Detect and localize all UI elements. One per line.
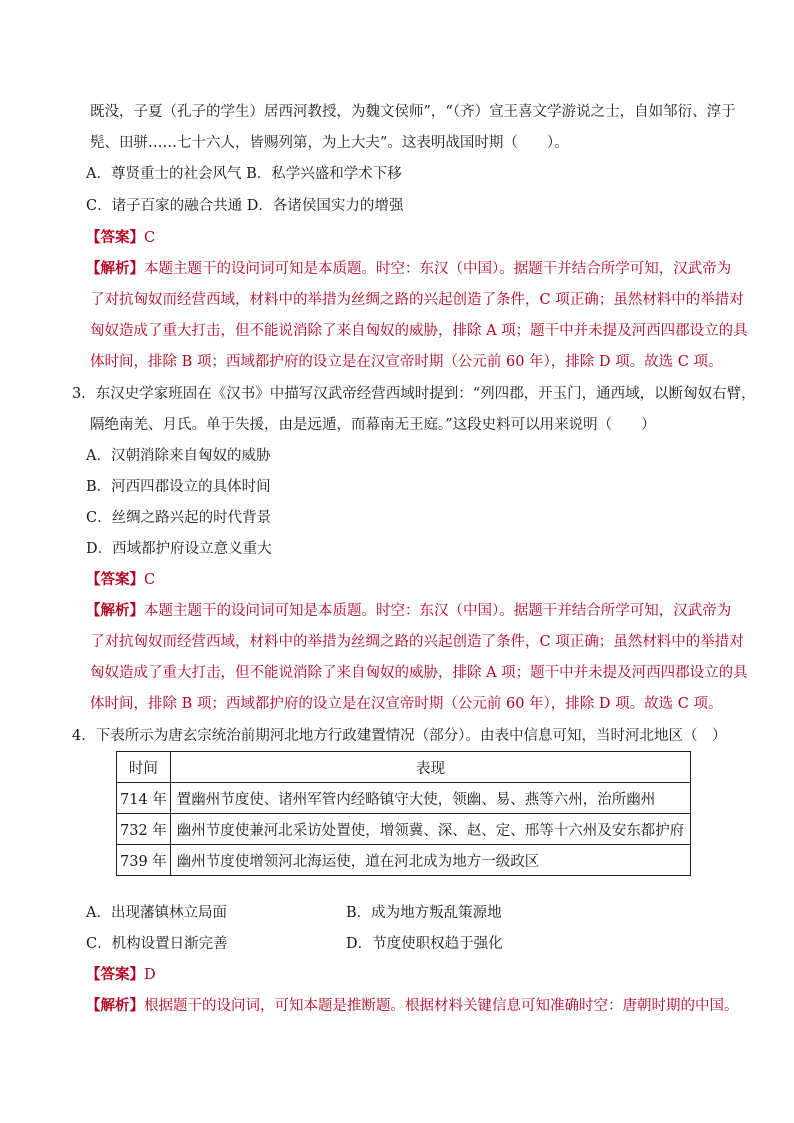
q4-option-b: B．成为地方叛乱策源地 bbox=[346, 905, 502, 921]
q3-stem-line-1: 3．东汉史学家班固在《汉书》中描写汉武帝经营西域时提到：“列四郡，开玉门，通西域，以断匈奴右臂， bbox=[72, 386, 756, 402]
answer-value: C bbox=[144, 572, 156, 588]
table-cell-year: 739 年 bbox=[117, 845, 171, 876]
table-cell-desc: 置幽州节度使、诸州军管内经略镇守大使，领幽、易、燕等六州，治所幽州 bbox=[170, 783, 691, 814]
answer-value: D bbox=[144, 967, 156, 983]
table-header-row bbox=[117, 752, 691, 783]
q3-stem-line-2: 隔绝南羌、月氏。单于失援，由是远遁，而幕南无王庭。”这段史料可以用来说明（ ） bbox=[90, 417, 656, 433]
q4-analysis-line-1 bbox=[86, 996, 739, 1016]
table-cell-desc: 幽州节度使增领河北海运使，道在河北成为地方一级政区 bbox=[170, 845, 691, 876]
q4-answer bbox=[86, 965, 156, 985]
q2-options-ab: A．尊贤重士的社会风气 B．私学兴盛和学术下移 bbox=[86, 166, 402, 182]
q2-analysis-line-1 bbox=[86, 259, 731, 279]
q4-option-a: A．出现藩镇林立局面 bbox=[86, 905, 227, 921]
q4-stem-line-1: 4．下表所示为唐玄宗统治前期河北地方行政建置情况（部分）。由表中信息可知，当时河北地区（ ） bbox=[72, 728, 727, 744]
table-cell-year: 714 年 bbox=[117, 783, 171, 814]
table-header-cell: 时间 bbox=[117, 752, 171, 783]
q2-analysis-line-2: 了对抗匈奴而经营西域，材料中的举措为丝绸之路的兴起创造了条件，C 项正确；虽然材料中的举措对 bbox=[90, 292, 744, 308]
analysis-tag: 【解析】 bbox=[86, 260, 144, 277]
table-row bbox=[117, 814, 691, 845]
q2-options-cd: C．诸子百家的融合共通 D．各诸侯国实力的增强 bbox=[86, 198, 404, 214]
analysis-tag: 【解析】 bbox=[86, 602, 144, 619]
q3-analysis-line-4: 体时间，排除 B 项；西域都护府的设立是在汉宣帝时期（公元前 60 年），排除 D 项。故选 C 项。 bbox=[90, 696, 723, 712]
q3-option-d: D．西域都护府设立意义重大 bbox=[86, 541, 272, 557]
answer-tag: 【答案】 bbox=[86, 229, 144, 246]
q3-option-a: A．汉朝消除来自匈奴的威胁 bbox=[86, 448, 271, 464]
answer-value: C bbox=[144, 230, 156, 246]
q3-option-b: B．河西四郡设立的具体时间 bbox=[86, 479, 271, 495]
q2-stem-line-1: 既没，子夏（孔子的学生）居西河教授，为魏文侯师”，“（齐）宣王喜文学游说之士，自如邹衍、淳于 bbox=[90, 104, 736, 120]
answer-tag: 【答案】 bbox=[86, 966, 144, 983]
q3-answer bbox=[86, 570, 155, 590]
table-cell-desc: 幽州节度使兼河北采访处置使，增领冀、深、赵、定、邢等十六州及安东都护府 bbox=[170, 814, 691, 845]
q3-analysis-line-2: 了对抗匈奴而经营西域，材料中的举措为丝绸之路的兴起创造了条件，C 项正确；虽然材料中的举措对 bbox=[90, 634, 744, 650]
table-row bbox=[117, 783, 691, 814]
q2-analysis-line-3: 匈奴造成了重大打击，但不能说消除了来自匈奴的威胁，排除 A 项；题干中并未提及河西四郡设立的具 bbox=[90, 323, 748, 339]
analysis-tag: 【解析】 bbox=[86, 997, 144, 1014]
analysis-text: 本题主题干的设问词可知是本质题。时空：东汉（中国）。据题干并结合所学可知，汉武帝为 bbox=[144, 603, 732, 619]
q2-stem-line-2: 髡、田骈……七十六人，皆赐列第，为上大夫”。这表明战国时期（ ）。 bbox=[90, 135, 569, 151]
table-cell-year: 732 年 bbox=[117, 814, 171, 845]
q3-option-c: C．丝绸之路兴起的时代背景 bbox=[86, 510, 272, 526]
q4-option-d: D．节度使职权趋于强化 bbox=[346, 936, 503, 952]
q3-analysis-line-1 bbox=[86, 601, 731, 621]
q4-option-c: C．机构设置日渐完善 bbox=[86, 936, 228, 952]
q2-analysis-line-4: 体时间，排除 B 项；西域都护府的设立是在汉宣帝时期（公元前 60 年），排除 D 项。故选 C 项。 bbox=[90, 354, 723, 370]
q4-table bbox=[116, 751, 691, 876]
table-header-cell: 表现 bbox=[170, 752, 691, 783]
analysis-text: 本题主题干的设问词可知是本质题。时空：东汉（中国）。据题干并结合所学可知，汉武帝为 bbox=[144, 261, 732, 277]
q3-analysis-line-3: 匈奴造成了重大打击，但不能说消除了来自匈奴的威胁，排除 A 项；题干中并未提及河西四郡设立的具 bbox=[90, 665, 748, 681]
table-row bbox=[117, 845, 691, 876]
analysis-text: 根据题干的设问词，可知本题是推断题。根据材料关键信息可知准确时空：唐朝时期的中国。 bbox=[144, 998, 739, 1014]
answer-tag: 【答案】 bbox=[86, 571, 144, 588]
q2-answer bbox=[86, 228, 155, 248]
